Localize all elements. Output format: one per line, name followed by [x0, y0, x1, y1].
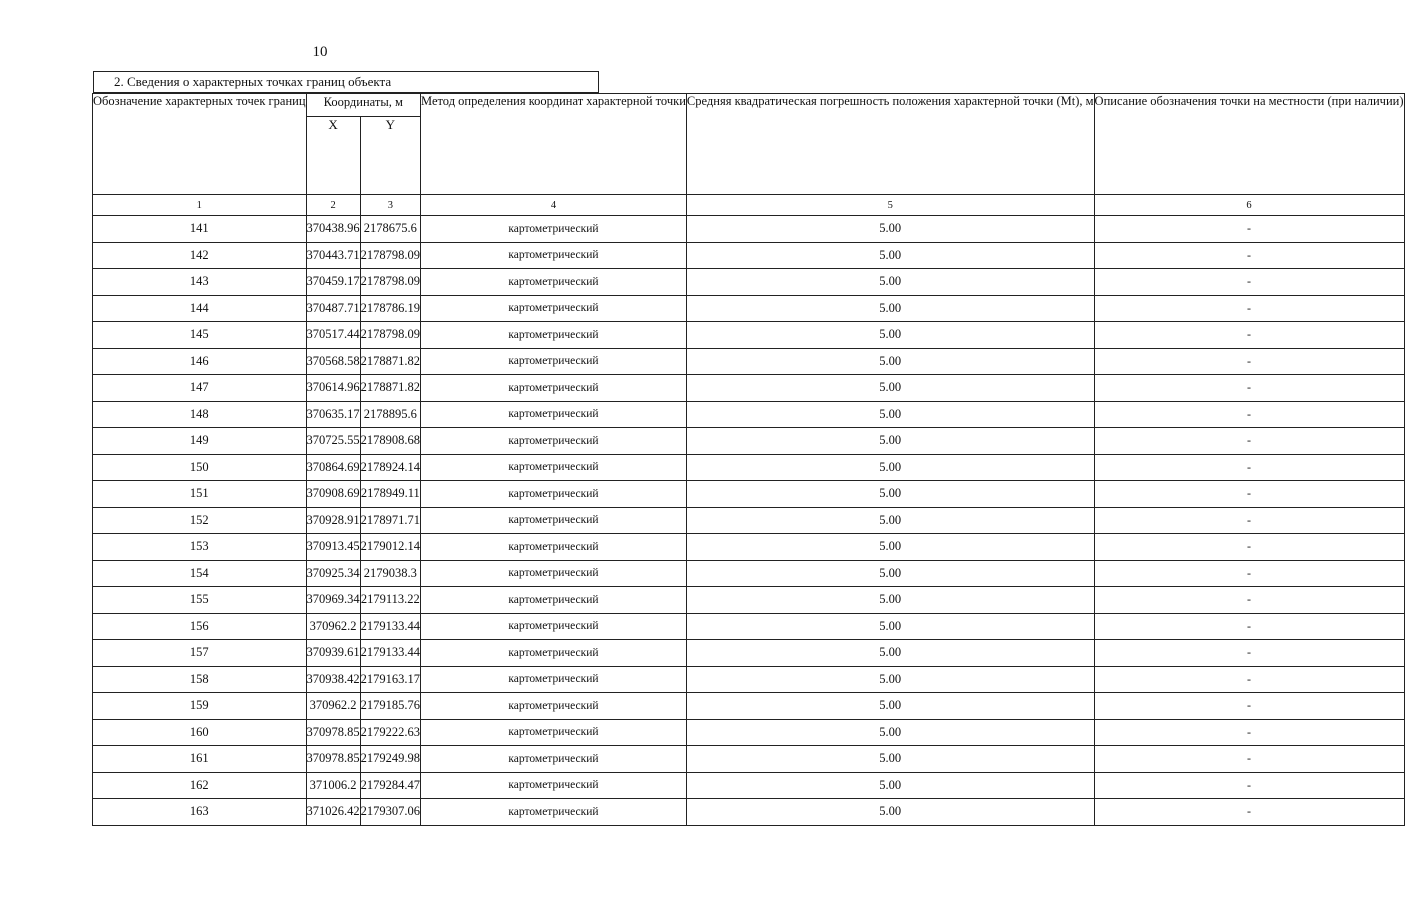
error-cell: 5.00: [686, 454, 1094, 481]
point-number-cell: 157: [93, 640, 307, 667]
description-cell: -: [1094, 746, 1404, 773]
point-number-cell: 156: [93, 613, 307, 640]
header-description: Описание обозначения точки на местности (при наличии): [1094, 94, 1404, 195]
table-row: [93, 216, 1405, 243]
description-cell: -: [1094, 269, 1404, 296]
error-cell: 5.00: [686, 534, 1094, 561]
boundary-points-table: [92, 93, 1405, 826]
method-cell: картометрический: [421, 348, 687, 375]
column-number: 3: [360, 195, 420, 216]
description-cell: -: [1094, 587, 1404, 614]
table-row: [93, 454, 1405, 481]
y-coordinate-cell: 2179249.98: [360, 746, 420, 773]
method-cell: картометрический: [421, 269, 687, 296]
error-cell: 5.00: [686, 375, 1094, 402]
table-row: [93, 269, 1405, 296]
point-number-cell: 161: [93, 746, 307, 773]
error-cell: 5.00: [686, 269, 1094, 296]
point-number-cell: 158: [93, 666, 307, 693]
x-coordinate-cell: 370864.69: [306, 454, 360, 481]
error-cell: 5.00: [686, 719, 1094, 746]
method-cell: картометрический: [421, 507, 687, 534]
x-coordinate-cell: 370487.71: [306, 295, 360, 322]
point-number-cell: 147: [93, 375, 307, 402]
method-cell: картометрический: [421, 587, 687, 614]
table-row: [93, 693, 1405, 720]
page-number: 10: [312, 44, 328, 60]
error-cell: 5.00: [686, 242, 1094, 269]
column-number: 4: [421, 195, 687, 216]
description-cell: -: [1094, 428, 1404, 455]
description-cell: -: [1094, 242, 1404, 269]
method-cell: картометрический: [421, 242, 687, 269]
error-cell: 5.00: [686, 428, 1094, 455]
table-row: [93, 534, 1405, 561]
x-coordinate-cell: 371026.42: [306, 799, 360, 826]
column-number: 5: [686, 195, 1094, 216]
x-coordinate-cell: 370443.71: [306, 242, 360, 269]
x-coordinate-cell: 370938.42: [306, 666, 360, 693]
table-row: [93, 640, 1405, 667]
description-cell: -: [1094, 719, 1404, 746]
y-coordinate-cell: 2179163.17: [360, 666, 420, 693]
table-row: [93, 242, 1405, 269]
x-coordinate-cell: 370928.91: [306, 507, 360, 534]
error-cell: 5.00: [686, 507, 1094, 534]
error-cell: 5.00: [686, 322, 1094, 349]
point-number-cell: 148: [93, 401, 307, 428]
y-coordinate-cell: 2178871.82: [360, 348, 420, 375]
method-cell: картометрический: [421, 693, 687, 720]
y-coordinate-cell: 2178675.6: [360, 216, 420, 243]
table-row: [93, 587, 1405, 614]
table-row: [93, 295, 1405, 322]
header-method: Метод определения координат характерной точки: [421, 94, 687, 195]
table-row: [93, 401, 1405, 428]
description-cell: -: [1094, 348, 1404, 375]
description-cell: -: [1094, 295, 1404, 322]
header-y: Y: [360, 117, 420, 195]
column-number-row: [93, 195, 1405, 216]
table-row: [93, 613, 1405, 640]
method-cell: картометрический: [421, 375, 687, 402]
y-coordinate-cell: 2179012.14: [360, 534, 420, 561]
error-cell: 5.00: [686, 560, 1094, 587]
y-coordinate-cell: 2178798.09: [360, 242, 420, 269]
header-x: X: [306, 117, 360, 195]
point-number-cell: 159: [93, 693, 307, 720]
point-number-cell: 153: [93, 534, 307, 561]
table-row: [93, 375, 1405, 402]
table-row: [93, 348, 1405, 375]
method-cell: картометрический: [421, 772, 687, 799]
y-coordinate-cell: 2178798.09: [360, 322, 420, 349]
method-cell: картометрический: [421, 295, 687, 322]
description-cell: -: [1094, 560, 1404, 587]
y-coordinate-cell: 2178798.09: [360, 269, 420, 296]
point-number-cell: 151: [93, 481, 307, 508]
description-cell: -: [1094, 613, 1404, 640]
point-number-cell: 141: [93, 216, 307, 243]
description-cell: -: [1094, 534, 1404, 561]
table-row: [93, 322, 1405, 349]
error-cell: 5.00: [686, 295, 1094, 322]
y-coordinate-cell: 2179222.63: [360, 719, 420, 746]
method-cell: картометрический: [421, 481, 687, 508]
point-number-cell: 143: [93, 269, 307, 296]
table-row: [93, 428, 1405, 455]
error-cell: 5.00: [686, 693, 1094, 720]
y-coordinate-cell: 2178871.82: [360, 375, 420, 402]
table-row: [93, 746, 1405, 773]
point-number-cell: 142: [93, 242, 307, 269]
x-coordinate-cell: 370978.85: [306, 746, 360, 773]
point-number-cell: 152: [93, 507, 307, 534]
point-number-cell: 150: [93, 454, 307, 481]
description-cell: -: [1094, 772, 1404, 799]
y-coordinate-cell: 2179133.44: [360, 613, 420, 640]
table-row: [93, 719, 1405, 746]
x-coordinate-cell: 370438.96: [306, 216, 360, 243]
x-coordinate-cell: 370925.34: [306, 560, 360, 587]
y-coordinate-cell: 2179113.22: [360, 587, 420, 614]
table-header: [93, 94, 1405, 216]
method-cell: картометрический: [421, 428, 687, 455]
point-number-cell: 145: [93, 322, 307, 349]
x-coordinate-cell: 370908.69: [306, 481, 360, 508]
point-number-cell: 155: [93, 587, 307, 614]
column-number: 6: [1094, 195, 1404, 216]
header-designation: Обозначение характерных точек границ: [93, 94, 307, 195]
description-cell: -: [1094, 375, 1404, 402]
x-coordinate-cell: 370517.44: [306, 322, 360, 349]
table-row: [93, 560, 1405, 587]
point-number-cell: 163: [93, 799, 307, 826]
column-number: 2: [306, 195, 360, 216]
x-coordinate-cell: 370978.85: [306, 719, 360, 746]
error-cell: 5.00: [686, 481, 1094, 508]
error-cell: 5.00: [686, 216, 1094, 243]
x-coordinate-cell: 370939.61: [306, 640, 360, 667]
x-coordinate-cell: 371006.2: [306, 772, 360, 799]
description-cell: -: [1094, 640, 1404, 667]
y-coordinate-cell: 2179133.44: [360, 640, 420, 667]
method-cell: картометрический: [421, 640, 687, 667]
section-title: [93, 71, 599, 93]
y-coordinate-cell: 2178949.11: [360, 481, 420, 508]
y-coordinate-cell: 2179307.06: [360, 799, 420, 826]
x-coordinate-cell: 370614.96: [306, 375, 360, 402]
description-cell: -: [1094, 454, 1404, 481]
x-coordinate-cell: 370962.2: [306, 693, 360, 720]
point-number-cell: 154: [93, 560, 307, 587]
error-cell: 5.00: [686, 401, 1094, 428]
table-row: [93, 799, 1405, 826]
description-cell: -: [1094, 216, 1404, 243]
y-coordinate-cell: 2178895.6: [360, 401, 420, 428]
description-cell: -: [1094, 507, 1404, 534]
table-row: [93, 772, 1405, 799]
section-title-text: 2. Сведения о характерных точках границ объекта: [114, 74, 392, 89]
y-coordinate-cell: 2178924.14: [360, 454, 420, 481]
table-row: [93, 666, 1405, 693]
y-coordinate-cell: 2178786.19: [360, 295, 420, 322]
x-coordinate-cell: 370635.17: [306, 401, 360, 428]
header-coordinates: Координаты, м: [306, 94, 421, 117]
y-coordinate-cell: 2178971.71: [360, 507, 420, 534]
error-cell: 5.00: [686, 666, 1094, 693]
method-cell: картометрический: [421, 666, 687, 693]
x-coordinate-cell: 370568.58: [306, 348, 360, 375]
description-cell: -: [1094, 666, 1404, 693]
y-coordinate-cell: 2179284.47: [360, 772, 420, 799]
y-coordinate-cell: 2179038.3: [360, 560, 420, 587]
y-coordinate-cell: 2178908.68: [360, 428, 420, 455]
point-number-cell: 149: [93, 428, 307, 455]
description-cell: -: [1094, 693, 1404, 720]
method-cell: картометрический: [421, 560, 687, 587]
x-coordinate-cell: 370969.34: [306, 587, 360, 614]
description-cell: -: [1094, 322, 1404, 349]
error-cell: 5.00: [686, 613, 1094, 640]
description-cell: -: [1094, 799, 1404, 826]
point-number-cell: 146: [93, 348, 307, 375]
method-cell: картометрический: [421, 613, 687, 640]
error-cell: 5.00: [686, 746, 1094, 773]
x-coordinate-cell: 370913.45: [306, 534, 360, 561]
method-cell: картометрический: [421, 719, 687, 746]
error-cell: 5.00: [686, 640, 1094, 667]
method-cell: картометрический: [421, 746, 687, 773]
y-coordinate-cell: 2179185.76: [360, 693, 420, 720]
point-number-cell: 144: [93, 295, 307, 322]
x-coordinate-cell: 370962.2: [306, 613, 360, 640]
error-cell: 5.00: [686, 587, 1094, 614]
method-cell: картометрический: [421, 401, 687, 428]
error-cell: 5.00: [686, 348, 1094, 375]
x-coordinate-cell: 370459.17: [306, 269, 360, 296]
header-error: Средняя квадратическая погрешность положения характерной точки (Mt), м: [686, 94, 1094, 195]
method-cell: картометрический: [421, 799, 687, 826]
point-number-cell: 162: [93, 772, 307, 799]
point-number-cell: 160: [93, 719, 307, 746]
error-cell: 5.00: [686, 799, 1094, 826]
table-row: [93, 481, 1405, 508]
error-cell: 5.00: [686, 772, 1094, 799]
column-number: 1: [93, 195, 307, 216]
method-cell: картометрический: [421, 216, 687, 243]
method-cell: картометрический: [421, 534, 687, 561]
table-row: [93, 507, 1405, 534]
x-coordinate-cell: 370725.55: [306, 428, 360, 455]
description-cell: -: [1094, 401, 1404, 428]
description-cell: -: [1094, 481, 1404, 508]
method-cell: картометрический: [421, 322, 687, 349]
table-body: [93, 216, 1405, 826]
method-cell: картометрический: [421, 454, 687, 481]
